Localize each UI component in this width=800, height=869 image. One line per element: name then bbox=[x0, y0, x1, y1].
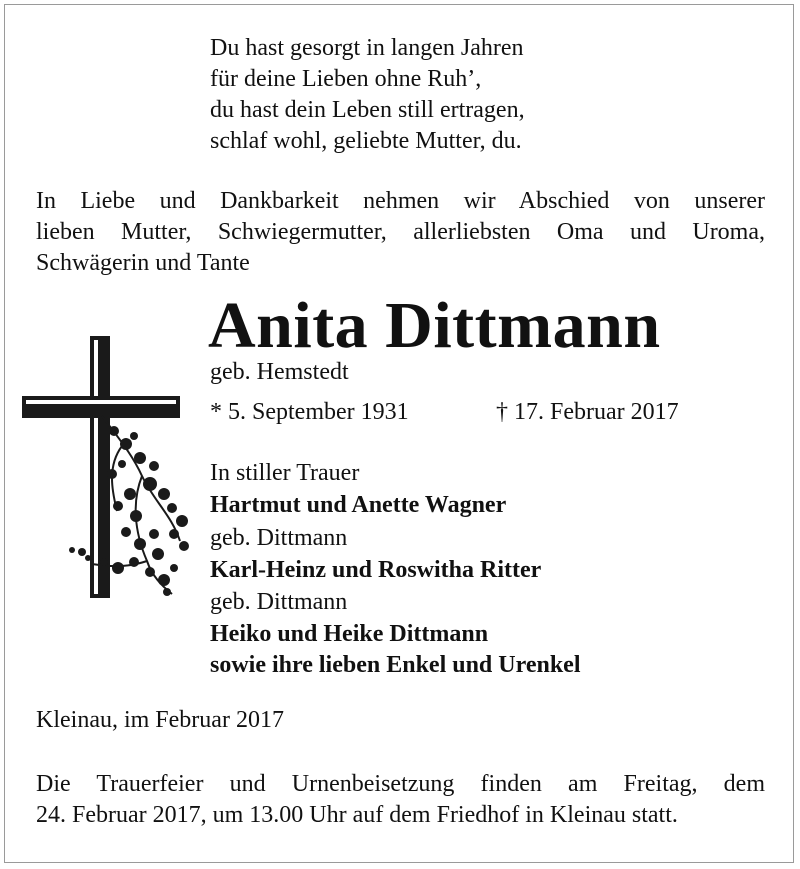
cross-with-ivy-icon bbox=[22, 336, 202, 598]
farewell-text bbox=[36, 186, 765, 279]
verse-line: Du hast gesorgt in langen Jahren bbox=[210, 35, 524, 61]
birth-date: * 5. September 1931 bbox=[210, 399, 409, 425]
farewell-line: In Liebe und Dankbarkeit nehmen wir Abschied von unserer bbox=[36, 188, 765, 214]
place-date: Kleinau, im Februar 2017 bbox=[36, 707, 284, 733]
funeral-info bbox=[36, 769, 765, 831]
funeral-line: 24. Februar 2017, um 13.00 Uhr auf dem Friedhof in Kleinau statt. bbox=[36, 802, 678, 828]
mourner-maiden: geb. Dittmann bbox=[210, 589, 348, 615]
memorial-verse bbox=[210, 33, 525, 157]
deceased-name: Anita Dittmann bbox=[208, 289, 661, 362]
verse-line: du hast dein Leben still ertragen, bbox=[210, 97, 525, 123]
mourner-maiden: geb. Dittmann bbox=[210, 525, 348, 551]
funeral-line: Die Trauerfeier und Urnenbeisetzung finden am Freitag, dem bbox=[36, 771, 765, 797]
farewell-line: lieben Mutter, Schwiegermutter, allerliebsten Oma und Uroma, bbox=[36, 219, 765, 245]
mourner-grandchildren: sowie ihre lieben Enkel und Urenkel bbox=[210, 652, 581, 678]
verse-line: schlaf wohl, geliebte Mutter, du. bbox=[210, 128, 522, 154]
mourner-name: Hartmut und Anette Wagner bbox=[210, 492, 507, 518]
verse-line: für deine Lieben ohne Ruh’, bbox=[210, 66, 482, 92]
mourner-name: Heiko und Heike Dittmann bbox=[210, 621, 489, 647]
farewell-line: Schwägerin und Tante bbox=[36, 250, 250, 276]
mourners-heading: In stiller Trauer bbox=[210, 460, 360, 486]
maiden-name: geb. Hemstedt bbox=[210, 359, 349, 385]
mourner-name: Karl-Heinz und Roswitha Ritter bbox=[210, 557, 542, 583]
death-date: † 17. Februar 2017 bbox=[496, 399, 679, 425]
